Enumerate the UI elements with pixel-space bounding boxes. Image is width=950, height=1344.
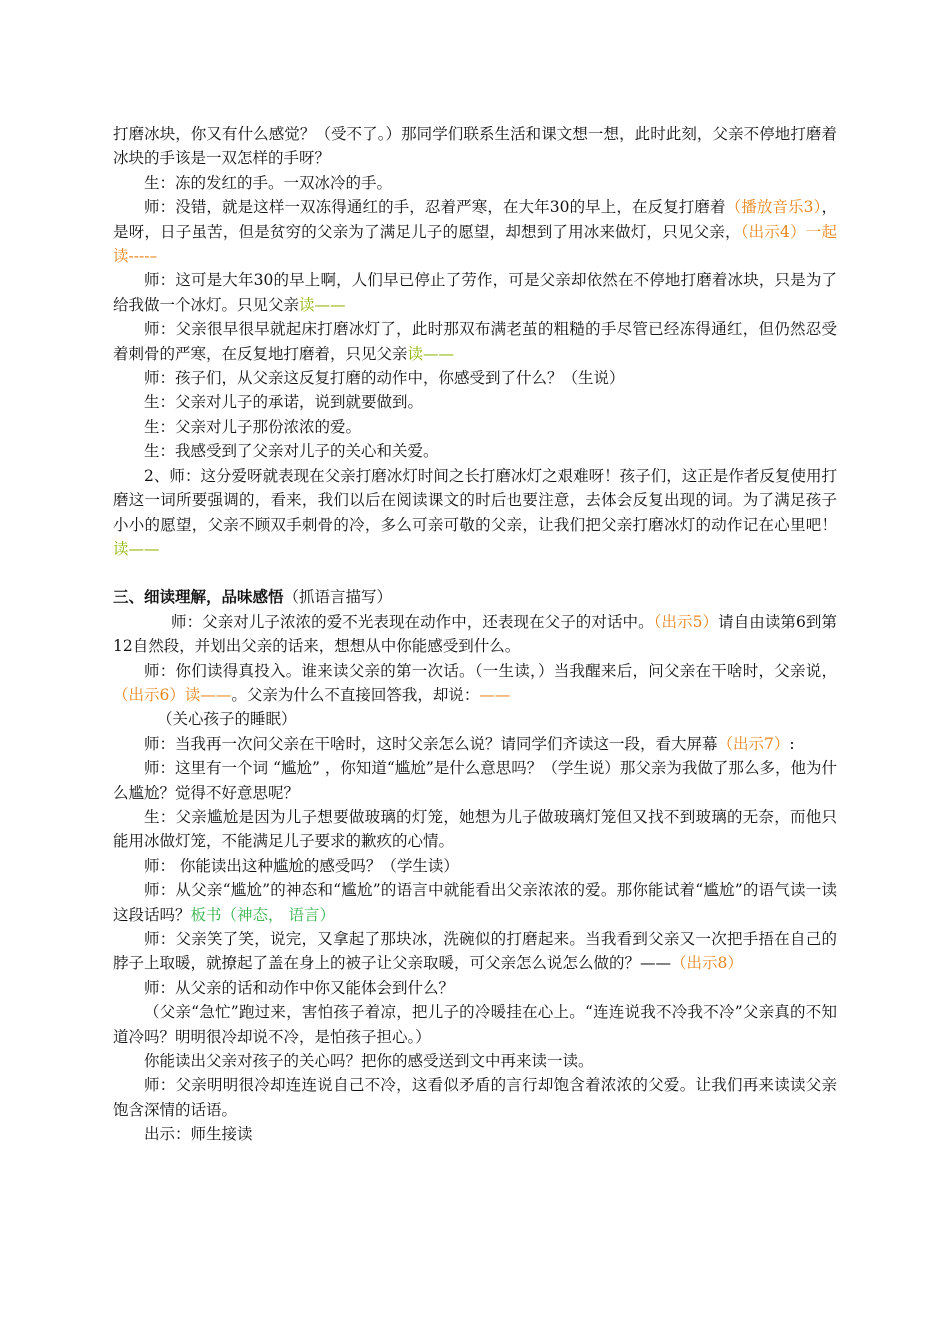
- text-run: 师：父亲对儿子浓浓的爱不光表现在动作中，还表现在父子的对话中。: [171, 612, 654, 631]
- paragraph-6: 师：孩子们，从父亲这反复打磨的动作中，你感受到了什么？（生说）: [144, 369, 625, 388]
- text-run: ，是呀，日子虽苦，但是贫穷的父亲为了满足儿子的愿望，却想到了用冰来做灯，只见父亲，: [113, 198, 837, 241]
- paragraph-13: （关心孩子的睡眠）: [157, 710, 297, 729]
- paragraph-19: [113, 927, 837, 976]
- paragraph-2: 生：冻的发红的手。一双冰冷的手。: [144, 173, 393, 192]
- cue-read: 读——: [299, 295, 346, 314]
- paragraph-12: [113, 659, 837, 708]
- section-subtitle: （抓语言描写）: [283, 588, 393, 607]
- document-page: [113, 122, 837, 1147]
- paragraph-8: 生：父亲对儿子那份浓浓的爱。: [144, 417, 362, 436]
- cue-music-3: （播放音乐3）: [725, 198, 822, 217]
- paragraph-1: 打磨冰块，你又有什么感觉？（受不了。）那同学们联系生活和课文想一想，此时此刻，父亲不停地打磨着冰块的手该是一双怎样的手呀？: [113, 125, 837, 168]
- cue-dash: ——: [479, 685, 511, 704]
- paragraph-14: [113, 732, 837, 756]
- paragraph-5: [113, 317, 837, 366]
- paragraph-10: [113, 464, 837, 562]
- paragraph-17: 师： 你能读出这种尴尬的感受吗？（学生读）: [144, 856, 459, 875]
- cue-show-5: （出示5）: [653, 612, 719, 631]
- cue-show-6: （出示6）读——: [113, 685, 232, 704]
- paragraph-3: [113, 195, 837, 268]
- paragraph-4: [113, 268, 837, 317]
- cue-read: 读——: [407, 344, 455, 363]
- paragraph-9: 生：我感受到了父亲对儿子的关心和关爱。: [144, 442, 439, 461]
- section-heading: [113, 585, 837, 609]
- section-title: 三、细读理解，品味感悟: [113, 588, 284, 607]
- paragraph-24: 出示：师生接读: [144, 1125, 253, 1144]
- text-run: :: [789, 734, 795, 753]
- text-run: 师：从父亲“尴尬”的神态和“尴尬”的语言中就能看出父亲浓浓的爱。那你能试着“尴尬”的语气读一读这段话吗？: [113, 881, 837, 924]
- paragraph-18: [113, 878, 837, 927]
- paragraph-20: 师：从父亲的话和动作中你又能体会到什么？: [144, 978, 455, 997]
- text-run: 师：你们读得真投入。谁来读父亲的第一次话。（一生读，）当我醒来后，问父亲在干啥时，父亲说，: [144, 661, 837, 680]
- paragraph-15: 师：这里有一个词 “尴尬” ，你知道“尴尬”是什么意思吗？（学生说）那父亲为我做了那么多，他为什么尴尬？觉得不好意思呢？: [113, 759, 837, 802]
- text-run: 师：父亲笑了笑，说完，又拿起了那块冰，洗碗似的打磨起来。当我看到父亲又一次把手捂在自己的脖子上取暖，就撩起了盖在身上的被子让父亲取暖，可父亲怎么说怎么做的？——: [113, 930, 837, 973]
- text-run: 师：没错，就是这样一双冻得通红的手，忍着严寒，在大年30的早上，在反复打磨着: [144, 198, 726, 217]
- spacer: [113, 561, 837, 585]
- cue-read: 读——: [113, 539, 160, 558]
- paragraph-16: 生：父亲尴尬是因为儿子想要做玻璃的灯笼，她想为儿子做玻璃灯笼但又找不到玻璃的无奈，而他只能用冰做灯笼，不能满足儿子要求的歉疚的心情。: [113, 807, 837, 851]
- text-run: 2、师：这分爱呀就表现在父亲打磨冰灯时间之长打磨冰灯之艰难呀！孩子们，这正是作者反复使用打磨这一词所要强调的，看来，我们以后在阅读课文的时后也要注意，去体会反复出现的词。为了满足孩子小小的愿望，父亲不顾双手刺骨的冷，多么可亲可敬的父亲，让我们把父亲打磨冰灯的动作记在心里吧！: [113, 466, 837, 534]
- paragraph-7: 生：父亲对儿子的承诺，说到就要做到。: [144, 393, 424, 412]
- text-run: 。父亲为什么不直接回答我，却说：: [231, 685, 480, 704]
- paragraph-11: [113, 610, 837, 659]
- cue-show-4: （出示4）一起读----–: [113, 222, 837, 266]
- paragraph-21: （父亲“急忙”跑过来，害怕孩子着凉，把儿子的冷暖挂在心上。“连连说我不冷我不冷”父亲真的不知道冷吗？明明很冷却说不冷，是怕孩子担心。）: [113, 1003, 837, 1046]
- paragraph-23: 师：父亲明明很冷却连连说自己不冷，这看似矛盾的言行却饱含着浓浓的父爱。让我们再来读读父亲饱含深情的话语。: [113, 1076, 837, 1119]
- cue-board-writing: 板书（神态， 语言）: [190, 905, 335, 924]
- text-run: 师：这可是大年30的早上啊，人们早已停止了劳作，可是父亲却依然在不停地打磨着冰块，只是为了给我做一个冰灯。只见父亲: [113, 271, 837, 314]
- cue-show-8: （出示8）: [671, 954, 743, 973]
- text-run: 师：当我再一次问父亲在干啥时，这时父亲怎么说？请同学们齐读这一段，看大屏幕: [144, 734, 718, 753]
- cue-show-7: （出示7）: [717, 734, 790, 753]
- text-run: 师：父亲很早很早就起床打磨冰灯了，此时那双布满老茧的粗糙的手尽管已经冻得通红，但仍然忍受着刺骨的严寒，在反复地打磨着，只见父亲: [113, 320, 837, 363]
- text-run: 请自由读第6到第12自然段，并划出父亲的话来，想想从中你能感受到什么。: [113, 612, 837, 656]
- paragraph-22: 你能读出父亲对孩子的关心吗？把你的感受送到文中再来读一读。: [144, 1052, 594, 1071]
